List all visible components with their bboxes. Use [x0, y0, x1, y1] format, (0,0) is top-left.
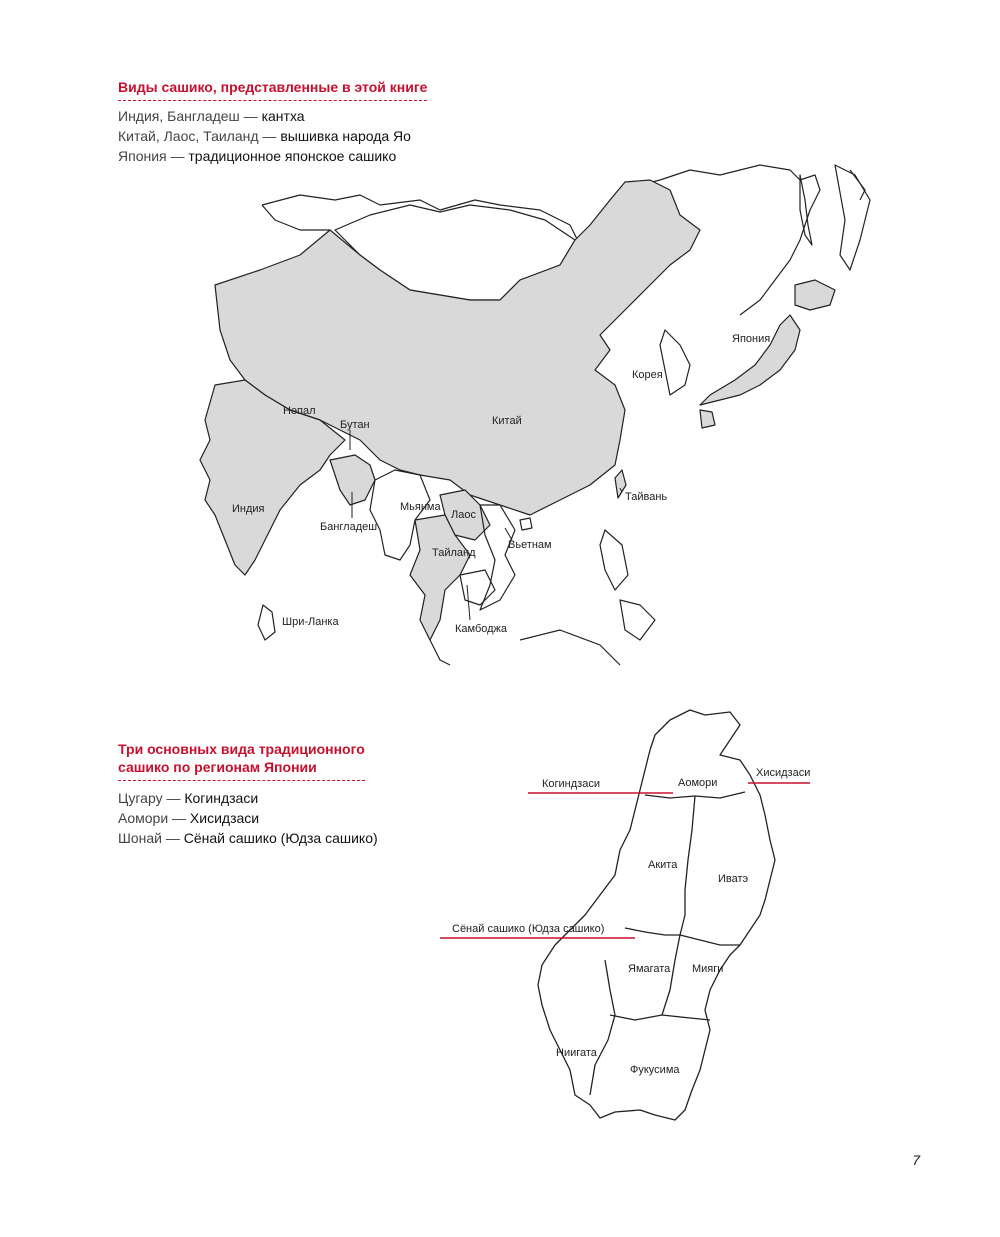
label-china: Китай — [492, 415, 522, 427]
label-yamagata: Ямагата — [628, 963, 671, 975]
malay-peninsula — [430, 640, 450, 665]
list-item-region: Аомори — — [118, 810, 190, 826]
korea-border — [660, 330, 690, 395]
list-item-style: Сёнай сашико (Юдза сашико) — [183, 830, 378, 846]
label-iwate: Иватэ — [718, 873, 749, 885]
label-nepal: Непал — [283, 405, 316, 417]
srilanka-shape — [258, 605, 275, 640]
label-korea: Корея — [632, 369, 663, 381]
list-item — [118, 788, 378, 808]
list-item-style: Хисидзаси — [189, 810, 260, 826]
list-item — [118, 808, 378, 828]
label-taiwan: Тайвань — [625, 491, 668, 503]
label-fukushima: Фукусима — [630, 1064, 680, 1076]
hainan — [520, 518, 532, 530]
callout-kogin: Когиндзаси — [542, 778, 600, 790]
kazakh-border — [262, 205, 330, 230]
label-akita: Акита — [648, 859, 678, 871]
japan-honshu — [700, 315, 800, 405]
kamchatka — [835, 165, 870, 270]
akita-yamagata-boundary — [625, 928, 680, 935]
list-item-region: Китай, Лаос, Таиланд — — [118, 128, 281, 144]
philippines-luzon — [600, 530, 628, 590]
regional-sashiko-list — [118, 788, 378, 848]
callout-shonai: Сёнай сашико (Юдза сашико) — [452, 923, 605, 935]
list-item-style: традиционное японское сашико — [188, 148, 397, 164]
label-miyagi: Мияги — [692, 963, 724, 975]
philippines-south — [620, 600, 655, 640]
section-2-title-line2: сашико по регионам Японии — [118, 759, 317, 775]
list-item-style: Когиндзаси — [184, 790, 259, 806]
tohoku-map — [430, 700, 850, 1140]
japan-kyushu — [700, 410, 715, 428]
list-item-style: кантха — [261, 108, 305, 124]
label-japan: Япония — [732, 333, 771, 345]
label-vietnam: Вьетнам — [508, 539, 552, 551]
label-laos: Лаос — [451, 509, 476, 521]
section-1-title: Виды сашико, представленные в этой книге — [118, 78, 427, 101]
label-aomori: Аомори — [678, 777, 718, 789]
leader-cambodia — [467, 585, 470, 620]
cambodia-border — [460, 570, 495, 605]
label-myanmar: Мьянма — [400, 501, 441, 513]
list-item-region: Цугару — — [118, 790, 185, 806]
label-bhutan: Бутан — [340, 419, 370, 431]
list-item-style: вышивка народа Яо — [280, 128, 411, 144]
fukushima-boundary — [610, 1015, 710, 1020]
akita-iwate-boundary — [680, 796, 695, 935]
miyagi-boundary — [680, 935, 740, 945]
section-2-title-line1: Три основных вида традиционного — [118, 741, 365, 757]
label-srilanka: Шри-Ланка — [282, 616, 339, 628]
label-thailand: Тайланд — [432, 547, 476, 559]
japan-hokkaido — [795, 280, 835, 310]
section-2-title — [118, 740, 365, 781]
yamagata-miyagi-boundary — [662, 935, 680, 1015]
label-india: Индия — [232, 503, 265, 515]
list-item-region: Япония — — [118, 148, 189, 164]
list-item-region: Шонай — — [118, 830, 184, 846]
label-cambodia: Камбоджа — [455, 623, 508, 635]
list-item-region: Индия, Бангладеш — — [118, 108, 262, 124]
callout-hishi: Хисидзаси — [756, 767, 811, 779]
page-number: 7 — [912, 1152, 920, 1168]
kamchatka-hint — [850, 170, 865, 200]
niigata-boundary — [590, 960, 615, 1095]
borneo-hint — [520, 630, 620, 665]
label-bangladesh: Бангладеш — [320, 521, 378, 533]
label-niigata: Ниигата — [556, 1047, 597, 1059]
list-item — [118, 828, 378, 848]
